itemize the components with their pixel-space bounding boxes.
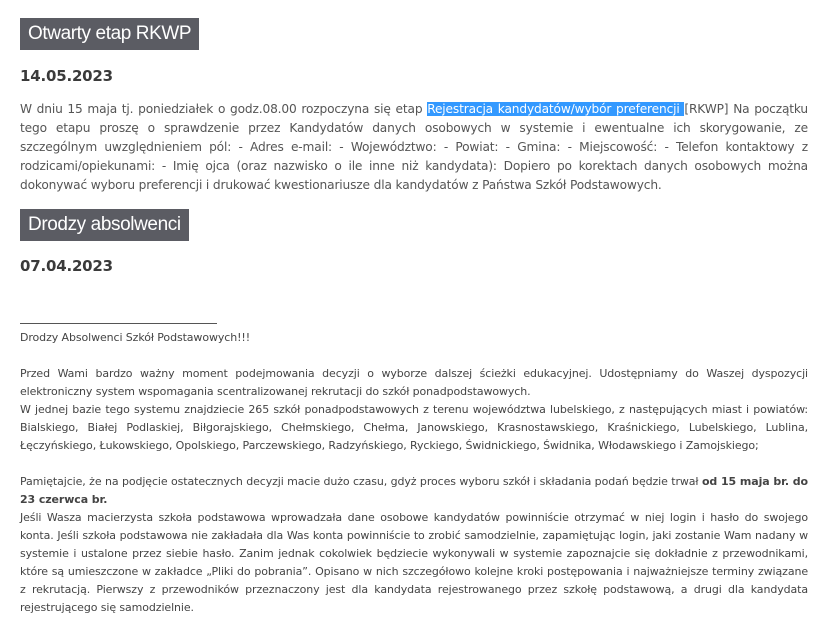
paragraph-text: W dniu 15 maja tj. poniedziałek o godz.08.00 rozpoczyna się etap xyxy=(20,102,428,116)
paragraph-text-rest: [RKWP] Na początku tego etapu proszę o sprawdzenie przez Kandydatów danych osobowych w systemie i ewentualne ich skorygowanie, ze szczególnym uwzględnieniem pól: - Adres e-mail: - Województwo: - Powiat: - Gmina: - Miejscowość: - Telefon kontaktowy z rodzicami/opiekunami: - Imię ojca (oraz nazwisko o ile inne niż kandydata): Dopiero po korektach danych osobowych można dokonywać wyboru preferencji i drukować kwestionariusze dla kandydatów z Państwa Szkół Podstawowych. xyxy=(20,102,808,192)
announcement-paragraph xyxy=(20,100,808,195)
section-heading-otwarty-etap[interactable]: Otwarty etap RKWP xyxy=(20,18,199,50)
section-date: 07.04.2023 xyxy=(20,257,113,275)
paragraph-deadline xyxy=(20,473,808,509)
paragraph-login: Jeśli Wasza macierzysta szkoła podstawowa wprowadzała dane osobowe kandydatów powinniście otrzymać w niej login i hasło do swojego konta. Jeśli szkoła podstawowa nie zakładała dla Was konta powinniście to zrobić samodzielnie, zapamiętując login, jaki zostanie Wam nadany w systemie i ustalone przez siebie hasło. Zanim jednak cokolwiek będziecie wykonywali w systemie zapoznajcie się dokładnie z przewodnikami, które są umieszczone w zakładce „Pliki do pobrania”. Opisano w nich szczegółowo kolejne kroki postępowania i najważniejsze terminy związane z rekrutacją. Pierwszy z przewodników przeznaczony jest dla kandydata rejestrowanego przez szkołę podstawową, a drugi dla kandydata rejestrującego się samodzielnie. xyxy=(20,511,808,614)
paragraph-schools: W jednej bazie tego systemu znajdziecie 265 szkół ponadpodstawowych z terenu województwa lubelskiego, z następujących miast i powiatów: Bialskiego, Białej Podlaskiej, Biłgorajskiego, Chełmskiego, Chełma, Janowskiego, Krasnostawskiego, Kraśnickiego, Lubelskiego, Lublina, Łęczyńskiego, Łukowskiego, Opolskiego, Parczewskiego, Radzyńskiego, Ryckiego, Świdnickiego, Świdnika, Włodawskiego i Zamojskiego; xyxy=(20,403,808,452)
paragraph-intro: Przed Wami bardzo ważny moment podejmowania decyzji o wyborze dalszej ścieżki edukacyjnej. Udostępniamy do Waszej dyspozycji elektroniczny system wspomagania scentralizowanej rekrutacji do szkół ponadpodstawowych. xyxy=(20,367,808,398)
section-heading-drodzy-absolwenci[interactable]: Drodzy absolwenci xyxy=(20,209,189,241)
separator-line xyxy=(20,323,217,324)
deadline-dates: od 15 maja br. do 23 czerwca br. xyxy=(20,475,809,506)
absolwenci-text-block xyxy=(20,329,808,617)
greeting: Drodzy Absolwenci Szkół Podstawowych!!! xyxy=(20,331,251,344)
section-date: 14.05.2023 xyxy=(20,67,113,85)
deadline-text: Pamiętajcie, że na podjęcie ostatecznych decyzji macie dużo czasu, gdyż proces wyboru szkół i składania podań będzie trwał xyxy=(20,475,702,488)
highlighted-text: Rejestracja kandydatów/wybór preferencji xyxy=(427,102,685,116)
